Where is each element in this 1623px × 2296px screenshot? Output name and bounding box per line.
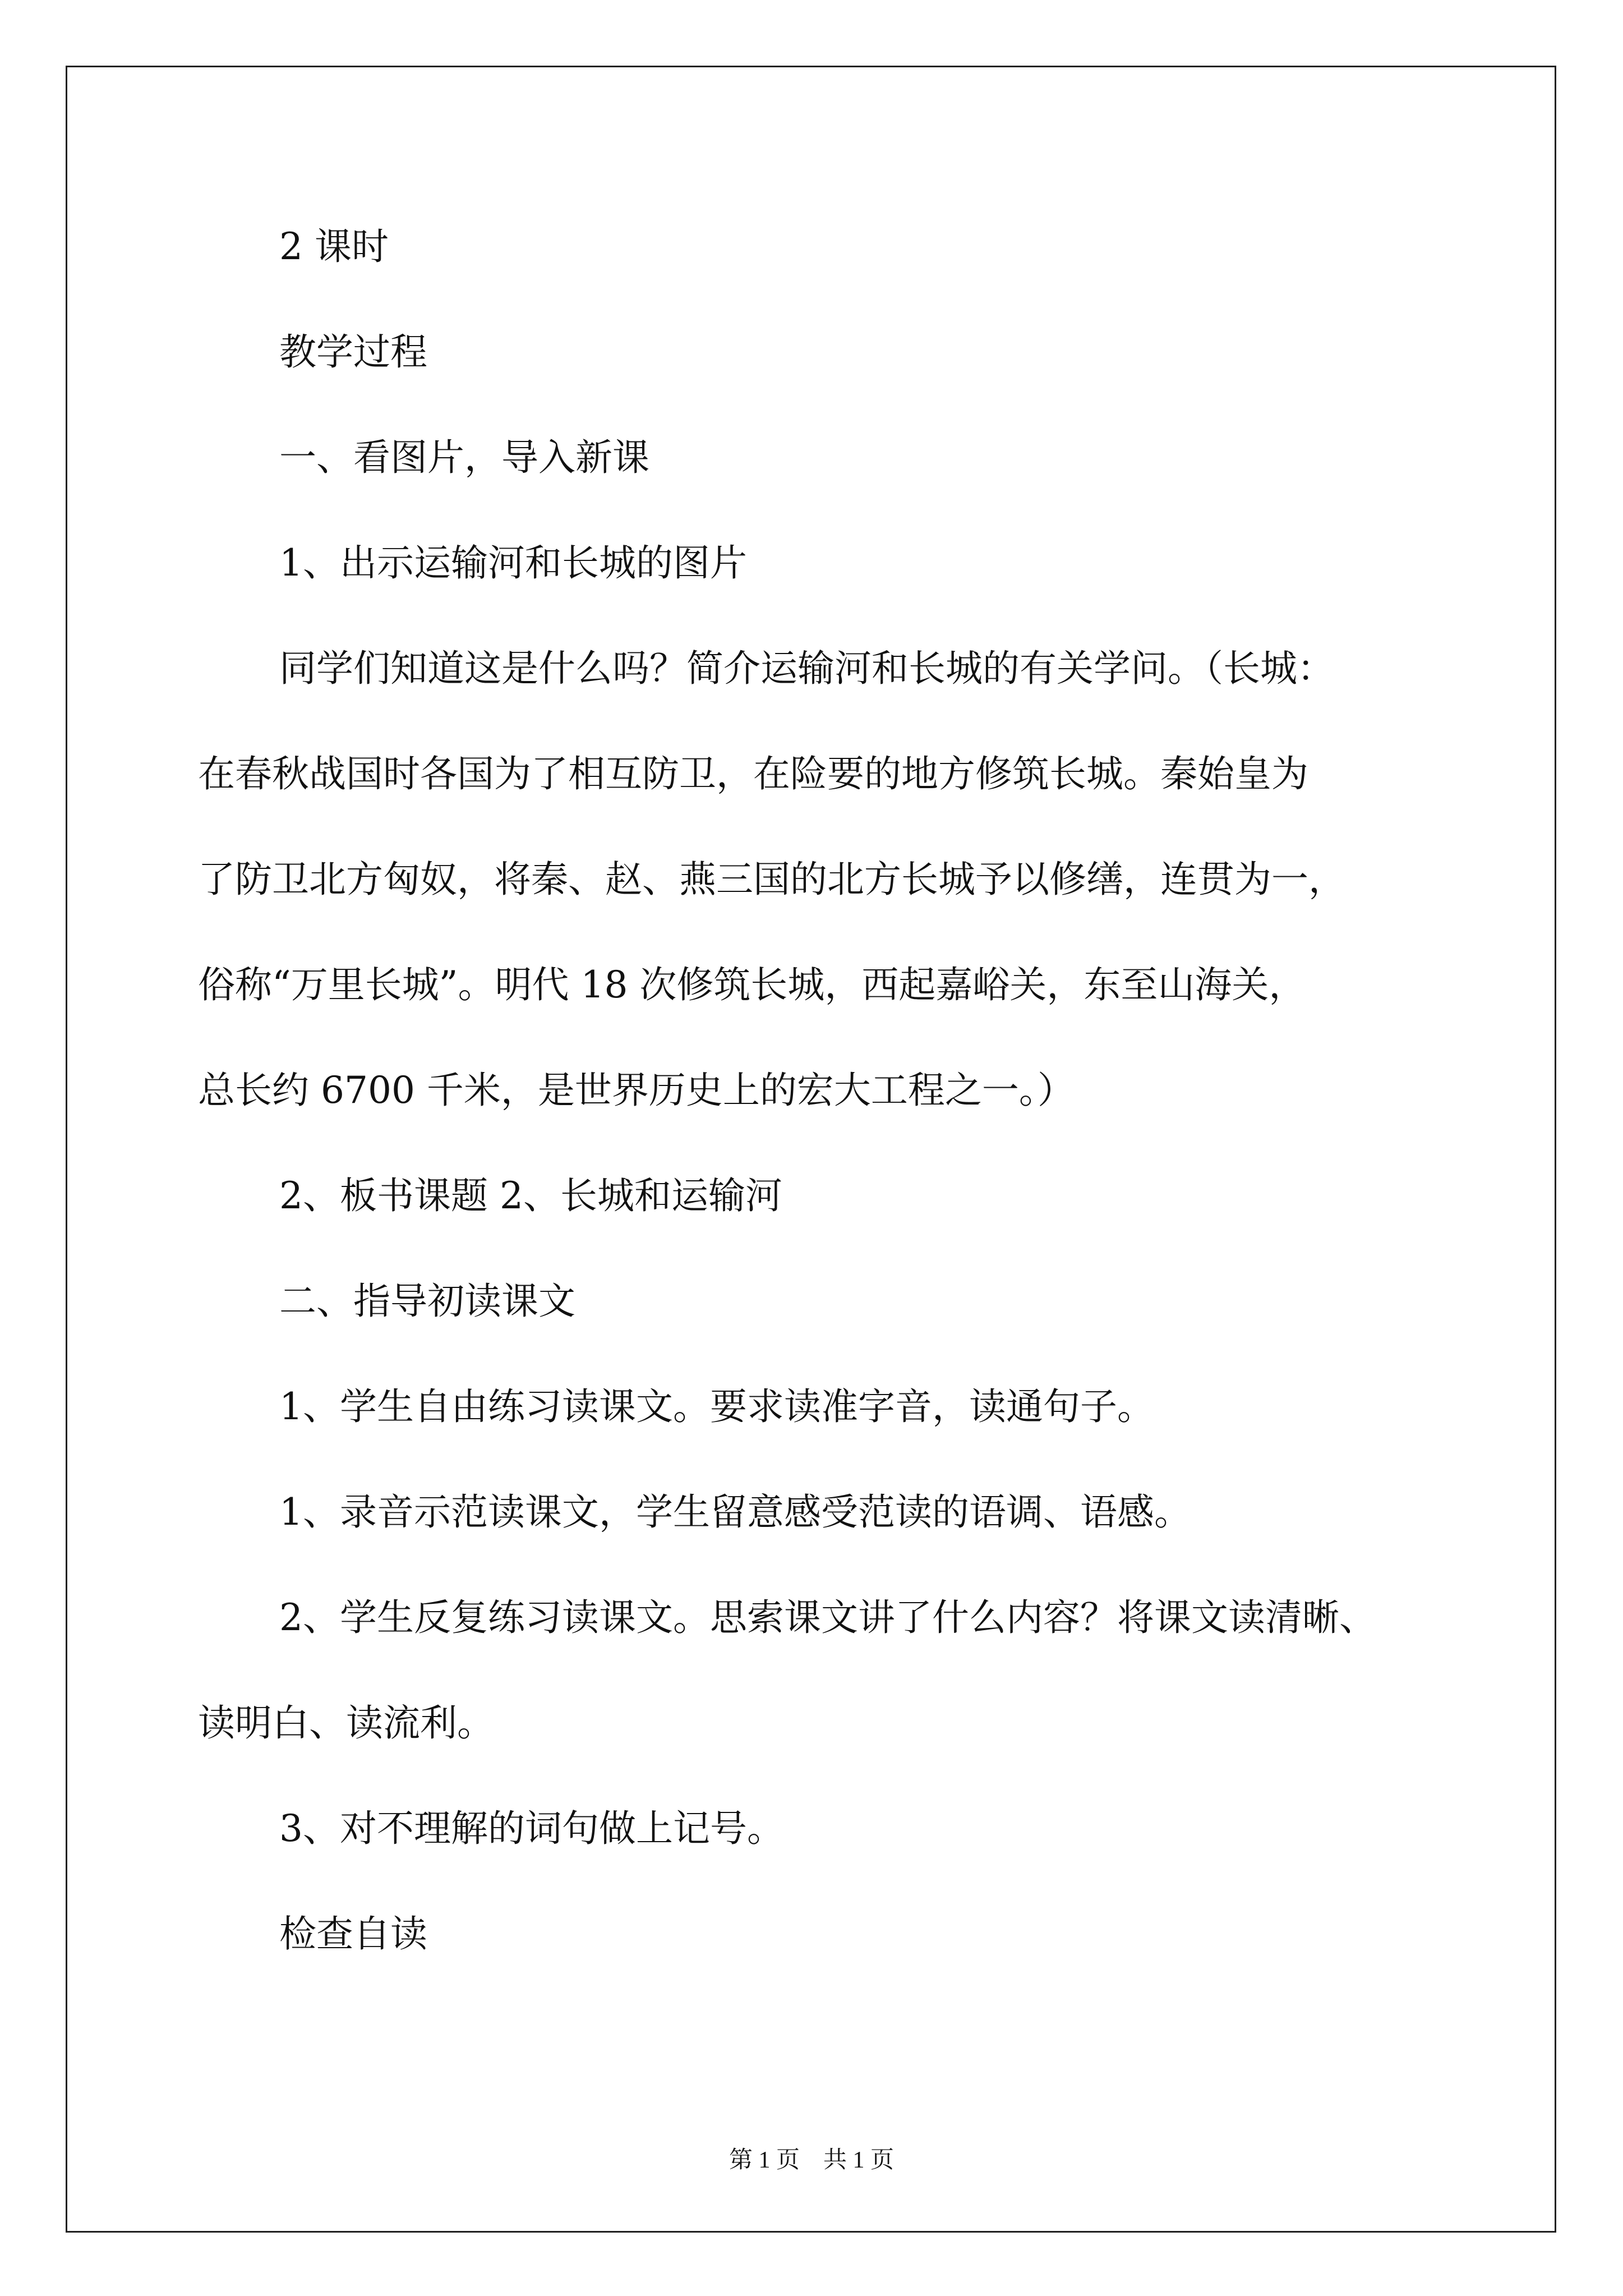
text-line: 2 课时 — [279, 225, 389, 268]
section-heading: 二、指导初读课文 — [279, 1280, 575, 1323]
paragraph-line: 了防卫北方匈奴，将秦、赵、燕三国的北方长城予以修缮，连贯为一， — [198, 858, 1345, 901]
paragraph-line: 读明白、读流利。 — [198, 1701, 494, 1745]
text-line: 2、板书课题 2、长城和运输河 — [279, 1174, 782, 1217]
text-line: 1、学生自由练习读课文。要求读准字音，读通句子。 — [279, 1385, 1154, 1428]
section-heading: 一、看图片，导入新课 — [279, 436, 649, 479]
paragraph-line: 俗称“万里长城”。明代 18 次修筑长城，西起嘉峪关，东至山海关， — [198, 963, 1306, 1006]
text-line: 检查自读 — [279, 1912, 427, 1955]
page-border — [66, 66, 1556, 2233]
text-line: 教学过程 — [279, 330, 427, 374]
paragraph-line: 在春秋战国时各国为了相互防卫，在险要的地方修筑长城。秦始皇为 — [198, 752, 1308, 795]
text-line: 1、出示运输河和长城的图片 — [279, 541, 747, 585]
page-number-footer: 第 1 页 共 1 页 — [728, 2147, 894, 2173]
text-line: 1、录音示范读课文，学生留意感受范读的语调、语感。 — [279, 1490, 1191, 1534]
paragraph-line: 总长约 6700 千米，是世界历史上的宏大工程之一。） — [198, 1069, 1075, 1112]
text-line: 3、对不理解的词句做上记号。 — [279, 1807, 784, 1850]
paragraph-line: 同学们知道这是什么吗？简介运输河和长城的有关学问。（长城： — [279, 647, 1334, 690]
paragraph-line: 2、学生反复练习读课文。思索课文讲了什么内容？将课文读清晰、 — [279, 1596, 1376, 1639]
